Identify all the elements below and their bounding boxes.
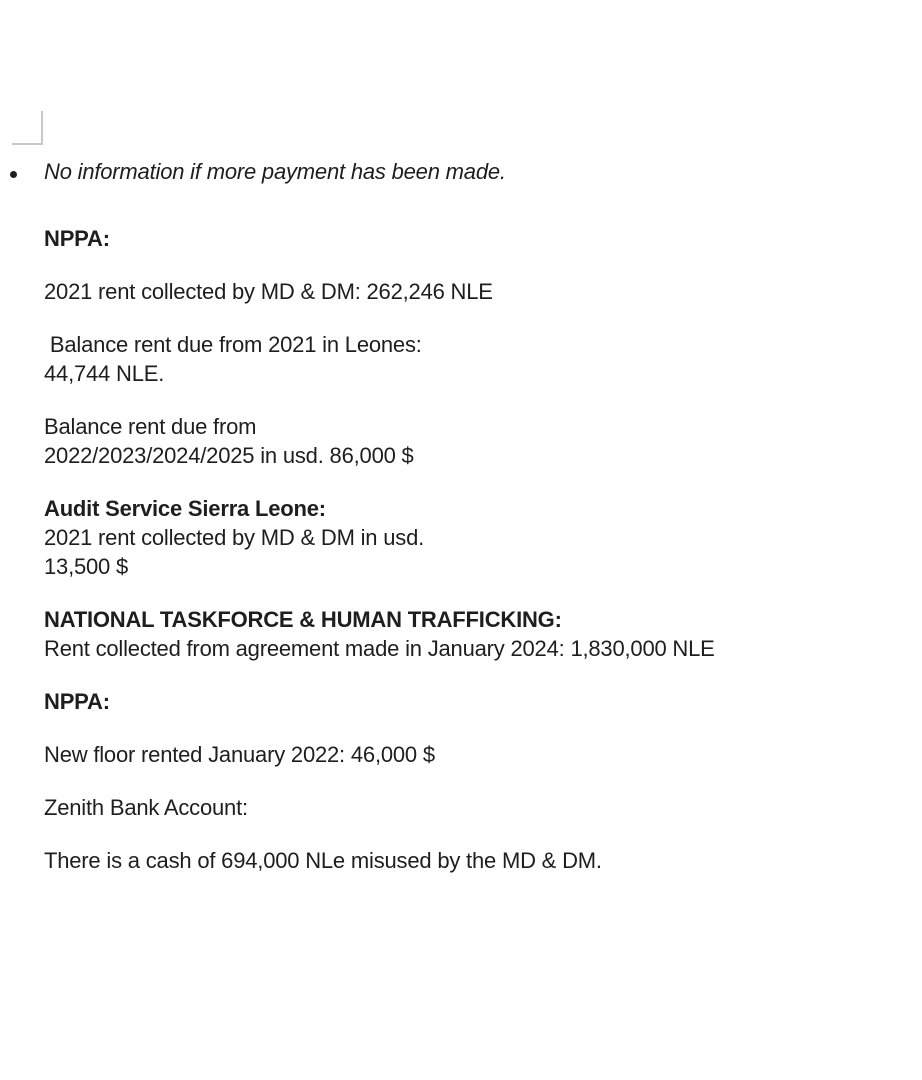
paragraph-line: 44,744 NLE. <box>44 361 165 386</box>
bullet-icon <box>10 171 17 178</box>
paragraph-line: 2021 rent collected by MD & DM in usd. <box>44 525 425 550</box>
paragraph-balance-2021 <box>44 330 878 388</box>
section-nppa-2 <box>44 687 878 716</box>
page-margin-corner-icon <box>12 111 43 145</box>
paragraph-new-floor <box>44 740 878 769</box>
note-text: No information if more payment has been made. <box>44 159 506 184</box>
section-audit-service <box>44 494 878 581</box>
section-national-taskforce <box>44 605 878 663</box>
paragraph-balance-2022-2025 <box>44 412 878 470</box>
paragraph-line: Balance rent due from <box>44 414 257 439</box>
section-heading: NPPA: <box>44 226 110 251</box>
paragraph-line: 2022/2023/2024/2025 in usd. 86,000 $ <box>44 443 414 468</box>
paragraph-line: There is a cash of 694,000 NLe misused by the MD & DM. <box>44 848 602 873</box>
paragraph-line: Rent collected from agreement made in January 2024: 1,830,000 NLE <box>44 636 715 661</box>
section-nppa-1 <box>44 224 878 253</box>
paragraph-line: New floor rented January 2022: 46,000 $ <box>44 742 435 767</box>
section-heading: NPPA: <box>44 689 110 714</box>
bullet-list-item <box>44 157 878 186</box>
paragraph-zenith-bank <box>44 793 878 822</box>
section-heading: Audit Service Sierra Leone: <box>44 496 326 521</box>
paragraph-cash-misused <box>44 846 878 875</box>
paragraph-line: 2021 rent collected by MD & DM: 262,246 NLE <box>44 279 493 304</box>
paragraph-line: Zenith Bank Account: <box>44 795 248 820</box>
paragraph-rent-collected-2021 <box>44 277 878 306</box>
section-heading: NATIONAL TASKFORCE & HUMAN TRAFFICKING: <box>44 607 562 632</box>
paragraph-line: Balance rent due from 2021 in Leones: <box>44 332 422 357</box>
paragraph-line: 13,500 $ <box>44 554 129 579</box>
